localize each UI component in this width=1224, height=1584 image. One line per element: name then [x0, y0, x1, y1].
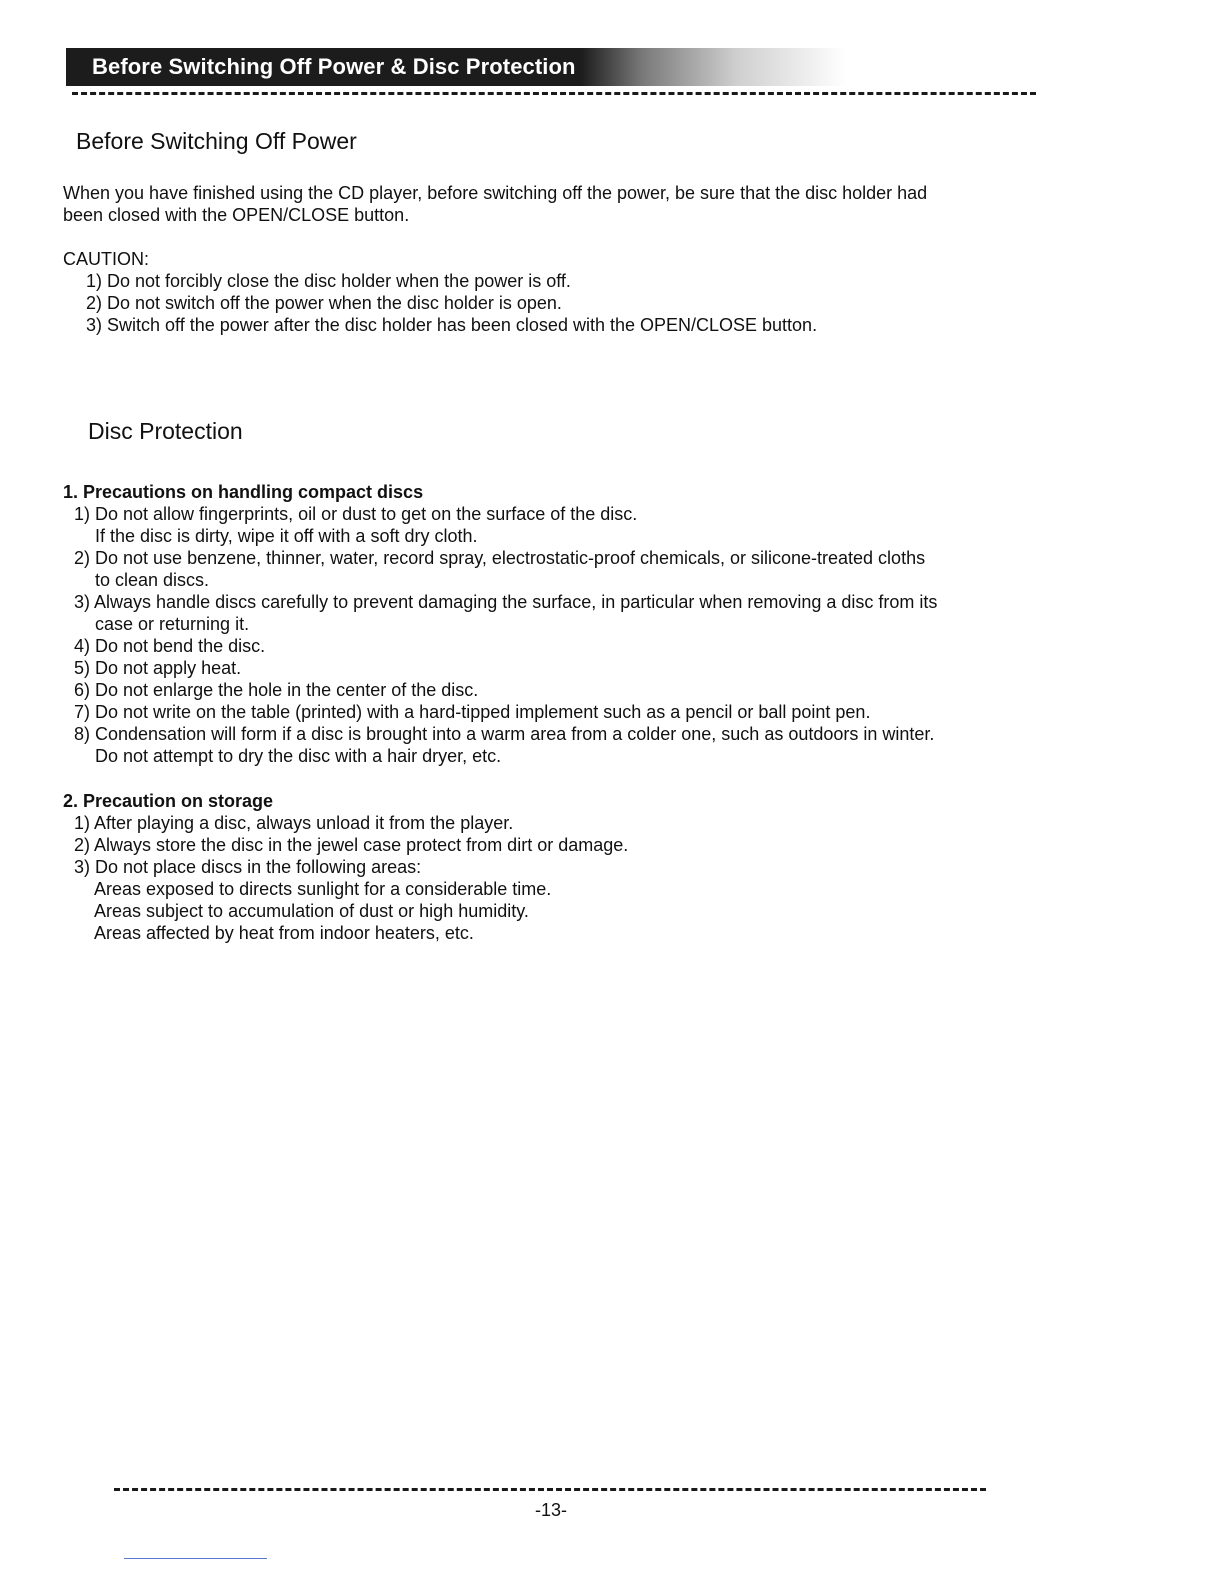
handling-line-11: 8) Condensation will form if a disc is brought into a warm area from a colder one, such as outdoors in winter.: [74, 724, 935, 744]
intro-line-1: When you have finished using the CD player, before switching off the power, be sure that the disc holder had: [63, 183, 928, 203]
handling-line-12: Do not attempt to dry the disc with a hair dryer, etc.: [95, 746, 502, 766]
intro-line-2: been closed with the OPEN/CLOSE button.: [63, 205, 410, 225]
power-section-heading: Before Switching Off Power: [76, 128, 357, 154]
caution-item-1: 1) Do not forcibly close the disc holder when the power is off.: [86, 271, 571, 291]
storage-line-3: 3) Do not place discs in the following areas:: [74, 857, 422, 877]
handling-line-2: If the disc is dirty, wipe it off with a soft dry cloth.: [95, 526, 478, 546]
caution-item-3: 3) Switch off the power after the disc holder has been closed with the OPEN/CLOSE button.: [86, 315, 818, 335]
handling-line-10: 7) Do not write on the table (printed) with a hard-tipped implement such as a pencil or ball point pen.: [74, 702, 871, 722]
handling-line-3: 2) Do not use benzene, thinner, water, record spray, electrostatic-proof chemicals, or silicone-treated cloths: [74, 548, 926, 568]
storage-line-6: Areas affected by heat from indoor heaters, etc.: [94, 923, 474, 943]
header-divider: [72, 92, 1036, 95]
handling-line-4: to clean discs.: [95, 570, 210, 590]
footer-underline: [124, 1558, 267, 1559]
section-banner: [66, 48, 846, 86]
disc-section-heading: Disc Protection: [88, 418, 243, 444]
handling-line-1: 1) Do not allow fingerprints, oil or dust to get on the surface of the disc.: [74, 504, 638, 524]
page-title: Before Switching Off Power & Disc Protection: [92, 54, 576, 79]
handling-line-6: case or returning it.: [95, 614, 250, 634]
handling-line-5: 3) Always handle discs carefully to prevent damaging the surface, in particular when removing a disc from its: [74, 592, 938, 612]
handling-line-8: 5) Do not apply heat.: [74, 658, 242, 678]
storage-line-1: 1) After playing a disc, always unload it from the player.: [74, 813, 514, 833]
page-number: -13-: [534, 1500, 567, 1520]
handling-title: 1. Precautions on handling compact discs: [63, 482, 424, 502]
caution-label: CAUTION:: [63, 249, 150, 269]
footer-divider: [114, 1488, 986, 1491]
storage-line-2: 2) Always store the disc in the jewel case protect from dirt or damage.: [74, 835, 629, 855]
handling-line-7: 4) Do not bend the disc.: [74, 636, 266, 656]
handling-line-9: 6) Do not enlarge the hole in the center of the disc.: [74, 680, 479, 700]
storage-line-4: Areas exposed to directs sunlight for a considerable time.: [94, 879, 552, 899]
storage-title: 2. Precaution on storage: [63, 791, 274, 811]
caution-item-2: 2) Do not switch off the power when the disc holder is open.: [86, 293, 562, 313]
storage-line-5: Areas subject to accumulation of dust or high humidity.: [94, 901, 529, 921]
